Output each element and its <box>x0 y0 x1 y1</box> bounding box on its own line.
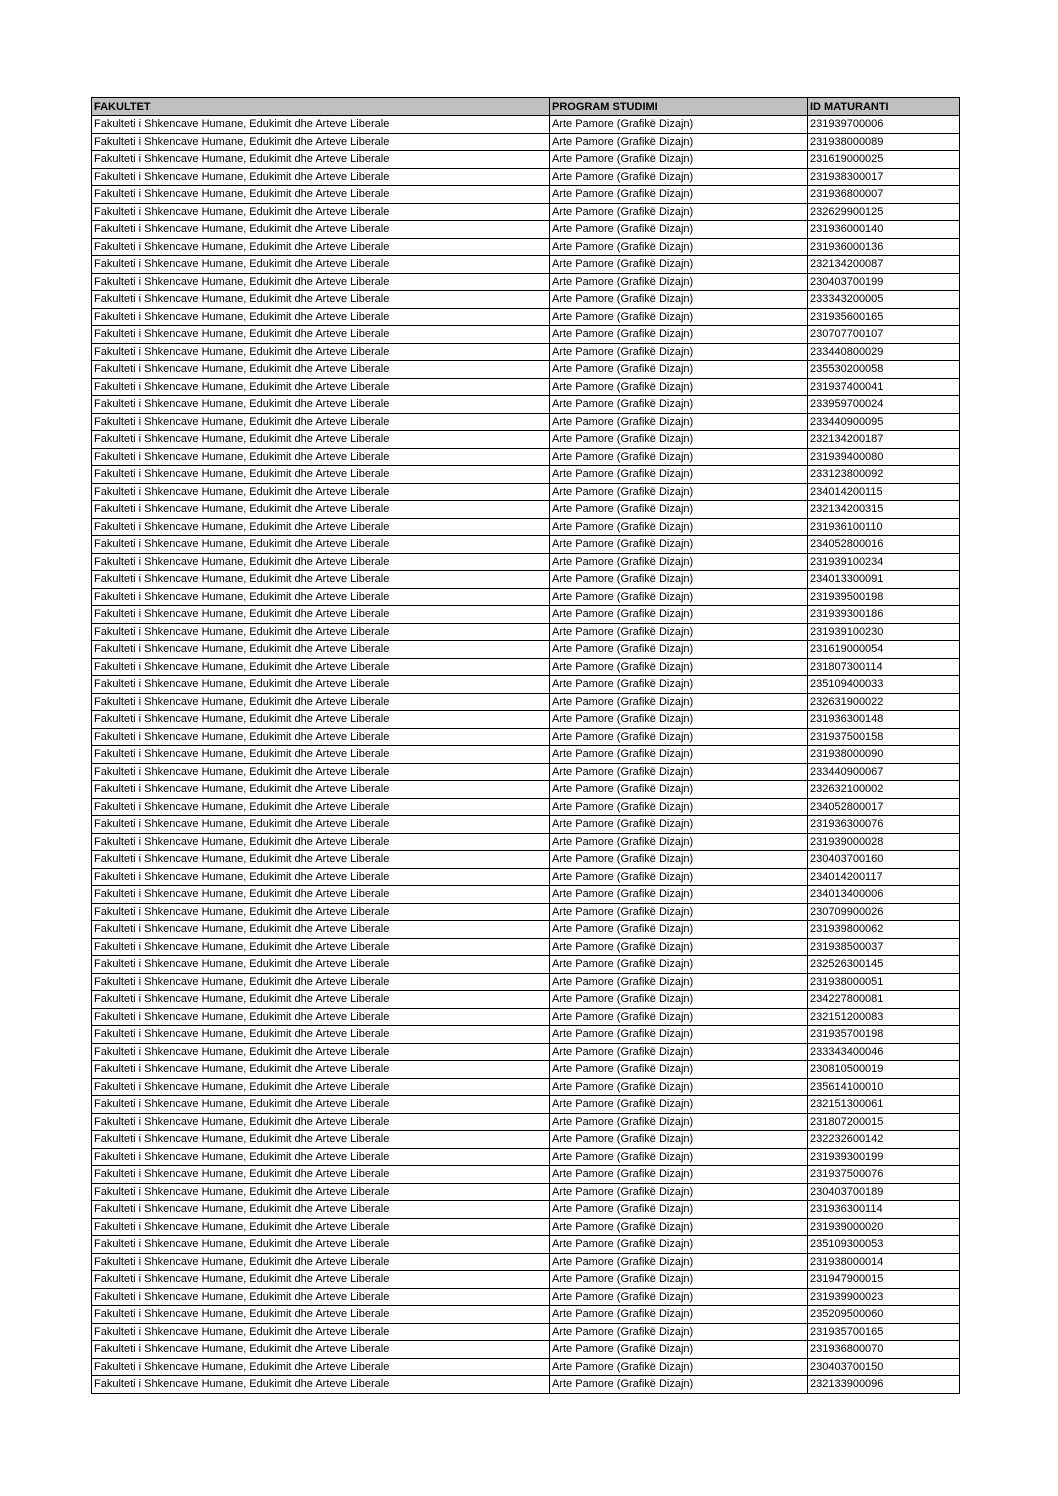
student-id-cell: 232629900125 <box>808 203 960 221</box>
program-cell: Arte Pamore (Grafikë Dizajn) <box>550 1096 808 1114</box>
program-cell: Arte Pamore (Grafikë Dizajn) <box>550 343 808 361</box>
student-id-cell: 230709900026 <box>808 903 960 921</box>
table-row <box>92 711 960 729</box>
table-row <box>92 1288 960 1306</box>
program-cell: Arte Pamore (Grafikë Dizajn) <box>550 483 808 501</box>
faculty-cell: Fakulteti i Shkencave Humane, Edukimit dhe Arteve Liberale <box>92 693 550 711</box>
faculty-cell: Fakulteti i Shkencave Humane, Edukimit dhe Arteve Liberale <box>92 186 550 204</box>
faculty-cell: Fakulteti i Shkencave Humane, Edukimit dhe Arteve Liberale <box>92 396 550 414</box>
program-cell: Arte Pamore (Grafikë Dizajn) <box>550 956 808 974</box>
faculty-cell: Fakulteti i Shkencave Humane, Edukimit dhe Arteve Liberale <box>92 851 550 869</box>
table-row <box>92 746 960 764</box>
student-id-cell: 231938000089 <box>808 133 960 151</box>
student-id-cell: 230403700199 <box>808 273 960 291</box>
faculty-cell: Fakulteti i Shkencave Humane, Edukimit dhe Arteve Liberale <box>92 1043 550 1061</box>
table-row <box>92 973 960 991</box>
student-id-cell: 233343400046 <box>808 1043 960 1061</box>
table-row <box>92 291 960 309</box>
program-cell: Arte Pamore (Grafikë Dizajn) <box>550 273 808 291</box>
faculty-cell: Fakulteti i Shkencave Humane, Edukimit dhe Arteve Liberale <box>92 676 550 694</box>
student-id-cell: 232151300061 <box>808 1096 960 1114</box>
faculty-cell: Fakulteti i Shkencave Humane, Edukimit dhe Arteve Liberale <box>92 553 550 571</box>
table-row <box>92 1236 960 1254</box>
program-cell: Arte Pamore (Grafikë Dizajn) <box>550 1201 808 1219</box>
table-row <box>92 256 960 274</box>
faculty-cell: Fakulteti i Shkencave Humane, Edukimit dhe Arteve Liberale <box>92 956 550 974</box>
faculty-cell: Fakulteti i Shkencave Humane, Edukimit dhe Arteve Liberale <box>92 711 550 729</box>
faculty-cell: Fakulteti i Shkencave Humane, Edukimit dhe Arteve Liberale <box>92 1358 550 1376</box>
student-id-cell: 231938000090 <box>808 746 960 764</box>
student-id-cell: 233959700024 <box>808 396 960 414</box>
student-id-cell: 231939300186 <box>808 606 960 624</box>
table-row <box>92 168 960 186</box>
table-row <box>92 151 960 169</box>
student-id-cell: 231937500076 <box>808 1166 960 1184</box>
faculty-cell: Fakulteti i Shkencave Humane, Edukimit dhe Arteve Liberale <box>92 536 550 554</box>
program-cell: Arte Pamore (Grafikë Dizajn) <box>550 763 808 781</box>
faculty-cell: Fakulteti i Shkencave Humane, Edukimit dhe Arteve Liberale <box>92 728 550 746</box>
faculty-cell: Fakulteti i Shkencave Humane, Edukimit dhe Arteve Liberale <box>92 1341 550 1359</box>
table-row <box>92 816 960 834</box>
student-id-cell: 231936800070 <box>808 1341 960 1359</box>
faculty-cell: Fakulteti i Shkencave Humane, Edukimit dhe Arteve Liberale <box>92 1148 550 1166</box>
faculty-cell: Fakulteti i Shkencave Humane, Edukimit dhe Arteve Liberale <box>92 448 550 466</box>
student-id-cell: 235614100010 <box>808 1078 960 1096</box>
faculty-cell: Fakulteti i Shkencave Humane, Edukimit dhe Arteve Liberale <box>92 221 550 239</box>
student-id-cell: 230403700160 <box>808 851 960 869</box>
student-id-cell: 234013400006 <box>808 886 960 904</box>
faculty-cell: Fakulteti i Shkencave Humane, Edukimit dhe Arteve Liberale <box>92 326 550 344</box>
table-row <box>92 1113 960 1131</box>
faculty-cell: Fakulteti i Shkencave Humane, Edukimit dhe Arteve Liberale <box>92 1078 550 1096</box>
table-row <box>92 1323 960 1341</box>
student-id-cell: 232134200187 <box>808 431 960 449</box>
student-id-cell: 231938300017 <box>808 168 960 186</box>
faculty-cell: Fakulteti i Shkencave Humane, Edukimit dhe Arteve Liberale <box>92 1201 550 1219</box>
faculty-cell: Fakulteti i Shkencave Humane, Edukimit dhe Arteve Liberale <box>92 903 550 921</box>
student-id-cell: 230403700189 <box>808 1183 960 1201</box>
program-cell: Arte Pamore (Grafikë Dizajn) <box>550 1341 808 1359</box>
table-row <box>92 606 960 624</box>
table-row <box>92 133 960 151</box>
table-row <box>92 1096 960 1114</box>
faculty-cell: Fakulteti i Shkencave Humane, Edukimit dhe Arteve Liberale <box>92 1183 550 1201</box>
student-id-cell: 231939100234 <box>808 553 960 571</box>
program-cell: Arte Pamore (Grafikë Dizajn) <box>550 1043 808 1061</box>
table-row <box>92 1271 960 1289</box>
student-id-cell: 231939500198 <box>808 588 960 606</box>
student-id-cell: 231936000136 <box>808 238 960 256</box>
table-row <box>92 553 960 571</box>
table-row <box>92 1043 960 1061</box>
program-cell: Arte Pamore (Grafikë Dizajn) <box>550 1218 808 1236</box>
student-id-cell: 231619000025 <box>808 151 960 169</box>
table-row <box>92 326 960 344</box>
table-row <box>92 308 960 326</box>
faculty-cell: Fakulteti i Shkencave Humane, Edukimit dhe Arteve Liberale <box>92 798 550 816</box>
program-cell: Arte Pamore (Grafikë Dizajn) <box>550 326 808 344</box>
faculty-cell: Fakulteti i Shkencave Humane, Edukimit dhe Arteve Liberale <box>92 203 550 221</box>
student-id-cell: 231939800062 <box>808 921 960 939</box>
student-id-cell: 232133900096 <box>808 1376 960 1394</box>
faculty-cell: Fakulteti i Shkencave Humane, Edukimit dhe Arteve Liberale <box>92 606 550 624</box>
table-row <box>92 1218 960 1236</box>
program-cell: Arte Pamore (Grafikë Dizajn) <box>550 676 808 694</box>
student-id-cell: 235109400033 <box>808 676 960 694</box>
program-cell: Arte Pamore (Grafikë Dizajn) <box>550 1026 808 1044</box>
program-cell: Arte Pamore (Grafikë Dizajn) <box>550 1253 808 1271</box>
program-cell: Arte Pamore (Grafikë Dizajn) <box>550 816 808 834</box>
student-id-cell: 231807300114 <box>808 658 960 676</box>
program-cell: Arte Pamore (Grafikë Dizajn) <box>550 116 808 134</box>
table-row <box>92 361 960 379</box>
table-row <box>92 396 960 414</box>
program-cell: Arte Pamore (Grafikë Dizajn) <box>550 711 808 729</box>
student-id-cell: 231936800007 <box>808 186 960 204</box>
faculty-cell: Fakulteti i Shkencave Humane, Edukimit dhe Arteve Liberale <box>92 571 550 589</box>
faculty-cell: Fakulteti i Shkencave Humane, Edukimit dhe Arteve Liberale <box>92 116 550 134</box>
table-row <box>92 1008 960 1026</box>
program-cell: Arte Pamore (Grafikë Dizajn) <box>550 1183 808 1201</box>
table-row <box>92 116 960 134</box>
program-cell: Arte Pamore (Grafikë Dizajn) <box>550 851 808 869</box>
program-cell: Arte Pamore (Grafikë Dizajn) <box>550 238 808 256</box>
table-row <box>92 763 960 781</box>
table-row <box>92 221 960 239</box>
faculty-cell: Fakulteti i Shkencave Humane, Edukimit dhe Arteve Liberale <box>92 1236 550 1254</box>
table-row <box>92 413 960 431</box>
faculty-cell: Fakulteti i Shkencave Humane, Edukimit dhe Arteve Liberale <box>92 361 550 379</box>
header-student-id: ID MATURANTI <box>808 98 960 116</box>
program-cell: Arte Pamore (Grafikë Dizajn) <box>550 413 808 431</box>
table-row <box>92 571 960 589</box>
student-id-cell: 231619000054 <box>808 641 960 659</box>
table-row <box>92 641 960 659</box>
program-cell: Arte Pamore (Grafikë Dizajn) <box>550 938 808 956</box>
program-cell: Arte Pamore (Grafikë Dizajn) <box>550 378 808 396</box>
table-row <box>92 728 960 746</box>
faculty-cell: Fakulteti i Shkencave Humane, Edukimit dhe Arteve Liberale <box>92 623 550 641</box>
student-id-cell: 231947900015 <box>808 1271 960 1289</box>
student-id-cell: 235209500060 <box>808 1306 960 1324</box>
student-id-cell: 235530200058 <box>808 361 960 379</box>
student-id-cell: 231936000140 <box>808 221 960 239</box>
table-row <box>92 378 960 396</box>
table-row <box>92 693 960 711</box>
faculty-cell: Fakulteti i Shkencave Humane, Edukimit dhe Arteve Liberale <box>92 343 550 361</box>
student-id-cell: 235109300053 <box>808 1236 960 1254</box>
program-cell: Arte Pamore (Grafikë Dizajn) <box>550 168 808 186</box>
program-cell: Arte Pamore (Grafikë Dizajn) <box>550 221 808 239</box>
student-id-cell: 231937500158 <box>808 728 960 746</box>
program-cell: Arte Pamore (Grafikë Dizajn) <box>550 361 808 379</box>
student-id-cell: 231935600165 <box>808 308 960 326</box>
table-row <box>92 676 960 694</box>
table-row <box>92 1358 960 1376</box>
program-cell: Arte Pamore (Grafikë Dizajn) <box>550 693 808 711</box>
table-row <box>92 1166 960 1184</box>
student-id-cell: 233440900067 <box>808 763 960 781</box>
program-cell: Arte Pamore (Grafikë Dizajn) <box>550 203 808 221</box>
table-row <box>92 868 960 886</box>
program-cell: Arte Pamore (Grafikë Dizajn) <box>550 886 808 904</box>
table-row <box>92 1078 960 1096</box>
table-row <box>92 483 960 501</box>
header-row <box>92 98 960 116</box>
student-id-cell: 233440900095 <box>808 413 960 431</box>
program-cell: Arte Pamore (Grafikë Dizajn) <box>550 606 808 624</box>
faculty-cell: Fakulteti i Shkencave Humane, Edukimit dhe Arteve Liberale <box>92 938 550 956</box>
faculty-cell: Fakulteti i Shkencave Humane, Edukimit dhe Arteve Liberale <box>92 308 550 326</box>
header-faculty: FAKULTET <box>92 98 550 116</box>
faculty-cell: Fakulteti i Shkencave Humane, Edukimit dhe Arteve Liberale <box>92 151 550 169</box>
program-cell: Arte Pamore (Grafikë Dizajn) <box>550 1113 808 1131</box>
faculty-cell: Fakulteti i Shkencave Humane, Edukimit dhe Arteve Liberale <box>92 1306 550 1324</box>
faculty-cell: Fakulteti i Shkencave Humane, Edukimit dhe Arteve Liberale <box>92 1026 550 1044</box>
faculty-cell: Fakulteti i Shkencave Humane, Edukimit dhe Arteve Liberale <box>92 641 550 659</box>
program-cell: Arte Pamore (Grafikë Dizajn) <box>550 746 808 764</box>
program-cell: Arte Pamore (Grafikë Dizajn) <box>550 641 808 659</box>
faculty-cell: Fakulteti i Shkencave Humane, Edukimit dhe Arteve Liberale <box>92 658 550 676</box>
program-cell: Arte Pamore (Grafikë Dizajn) <box>550 728 808 746</box>
student-id-cell: 234013300091 <box>808 571 960 589</box>
program-cell: Arte Pamore (Grafikë Dizajn) <box>550 991 808 1009</box>
student-id-cell: 233343200005 <box>808 291 960 309</box>
table-row <box>92 588 960 606</box>
table-row <box>92 501 960 519</box>
student-id-cell: 231938000051 <box>808 973 960 991</box>
student-id-cell: 232632100002 <box>808 781 960 799</box>
program-cell: Arte Pamore (Grafikë Dizajn) <box>550 431 808 449</box>
program-cell: Arte Pamore (Grafikë Dizajn) <box>550 1236 808 1254</box>
student-list-table <box>91 97 960 1394</box>
student-id-cell: 230810500019 <box>808 1061 960 1079</box>
program-cell: Arte Pamore (Grafikë Dizajn) <box>550 308 808 326</box>
program-cell: Arte Pamore (Grafikë Dizajn) <box>550 1078 808 1096</box>
table-row <box>92 1183 960 1201</box>
program-cell: Arte Pamore (Grafikë Dizajn) <box>550 623 808 641</box>
student-id-cell: 234227800081 <box>808 991 960 1009</box>
program-cell: Arte Pamore (Grafikë Dizajn) <box>550 1358 808 1376</box>
table-row <box>92 781 960 799</box>
student-id-cell: 231938500037 <box>808 938 960 956</box>
student-id-cell: 231939000028 <box>808 833 960 851</box>
table-row <box>92 851 960 869</box>
student-id-cell: 232151200083 <box>808 1008 960 1026</box>
table-row <box>92 886 960 904</box>
student-id-cell: 231939900023 <box>808 1288 960 1306</box>
table-row <box>92 1131 960 1149</box>
program-cell: Arte Pamore (Grafikë Dizajn) <box>550 833 808 851</box>
program-cell: Arte Pamore (Grafikë Dizajn) <box>550 536 808 554</box>
faculty-cell: Fakulteti i Shkencave Humane, Edukimit dhe Arteve Liberale <box>92 501 550 519</box>
program-cell: Arte Pamore (Grafikë Dizajn) <box>550 781 808 799</box>
program-cell: Arte Pamore (Grafikë Dizajn) <box>550 466 808 484</box>
faculty-cell: Fakulteti i Shkencave Humane, Edukimit dhe Arteve Liberale <box>92 378 550 396</box>
program-cell: Arte Pamore (Grafikë Dizajn) <box>550 1166 808 1184</box>
faculty-cell: Fakulteti i Shkencave Humane, Edukimit dhe Arteve Liberale <box>92 168 550 186</box>
program-cell: Arte Pamore (Grafikë Dizajn) <box>550 1376 808 1394</box>
table-row <box>92 238 960 256</box>
program-cell: Arte Pamore (Grafikë Dizajn) <box>550 553 808 571</box>
faculty-cell: Fakulteti i Shkencave Humane, Edukimit dhe Arteve Liberale <box>92 1271 550 1289</box>
student-id-cell: 231938000014 <box>808 1253 960 1271</box>
table-row <box>92 991 960 1009</box>
faculty-cell: Fakulteti i Shkencave Humane, Edukimit dhe Arteve Liberale <box>92 1096 550 1114</box>
student-id-cell: 231936100110 <box>808 518 960 536</box>
student-id-cell: 230403700150 <box>808 1358 960 1376</box>
table-row <box>92 448 960 466</box>
faculty-cell: Fakulteti i Shkencave Humane, Edukimit dhe Arteve Liberale <box>92 1166 550 1184</box>
program-cell: Arte Pamore (Grafikë Dizajn) <box>550 921 808 939</box>
student-id-cell: 234014200115 <box>808 483 960 501</box>
faculty-cell: Fakulteti i Shkencave Humane, Edukimit dhe Arteve Liberale <box>92 483 550 501</box>
faculty-cell: Fakulteti i Shkencave Humane, Edukimit dhe Arteve Liberale <box>92 238 550 256</box>
program-cell: Arte Pamore (Grafikë Dizajn) <box>550 658 808 676</box>
table-row <box>92 623 960 641</box>
program-cell: Arte Pamore (Grafikë Dizajn) <box>550 1288 808 1306</box>
program-cell: Arte Pamore (Grafikë Dizajn) <box>550 1148 808 1166</box>
student-id-cell: 231939100230 <box>808 623 960 641</box>
student-id-cell: 233440800029 <box>808 343 960 361</box>
table-row <box>92 1306 960 1324</box>
table-row <box>92 903 960 921</box>
table-row <box>92 343 960 361</box>
table-row <box>92 798 960 816</box>
table-row <box>92 466 960 484</box>
faculty-cell: Fakulteti i Shkencave Humane, Edukimit dhe Arteve Liberale <box>92 1131 550 1149</box>
program-cell: Arte Pamore (Grafikë Dizajn) <box>550 518 808 536</box>
faculty-cell: Fakulteti i Shkencave Humane, Edukimit dhe Arteve Liberale <box>92 1253 550 1271</box>
program-cell: Arte Pamore (Grafikë Dizajn) <box>550 798 808 816</box>
program-cell: Arte Pamore (Grafikë Dizajn) <box>550 396 808 414</box>
faculty-cell: Fakulteti i Shkencave Humane, Edukimit dhe Arteve Liberale <box>92 1218 550 1236</box>
faculty-cell: Fakulteti i Shkencave Humane, Edukimit dhe Arteve Liberale <box>92 781 550 799</box>
faculty-cell: Fakulteti i Shkencave Humane, Edukimit dhe Arteve Liberale <box>92 921 550 939</box>
faculty-cell: Fakulteti i Shkencave Humane, Edukimit dhe Arteve Liberale <box>92 816 550 834</box>
table-row <box>92 203 960 221</box>
faculty-cell: Fakulteti i Shkencave Humane, Edukimit dhe Arteve Liberale <box>92 273 550 291</box>
student-id-cell: 231935700165 <box>808 1323 960 1341</box>
faculty-cell: Fakulteti i Shkencave Humane, Edukimit dhe Arteve Liberale <box>92 868 550 886</box>
table-row <box>92 921 960 939</box>
faculty-cell: Fakulteti i Shkencave Humane, Edukimit dhe Arteve Liberale <box>92 133 550 151</box>
faculty-cell: Fakulteti i Shkencave Humane, Edukimit dhe Arteve Liberale <box>92 413 550 431</box>
table-row <box>92 1061 960 1079</box>
student-id-cell: 231937400041 <box>808 378 960 396</box>
program-cell: Arte Pamore (Grafikë Dizajn) <box>550 1323 808 1341</box>
program-cell: Arte Pamore (Grafikë Dizajn) <box>550 1008 808 1026</box>
program-cell: Arte Pamore (Grafikë Dizajn) <box>550 571 808 589</box>
faculty-cell: Fakulteti i Shkencave Humane, Edukimit dhe Arteve Liberale <box>92 256 550 274</box>
student-id-cell: 232526300145 <box>808 956 960 974</box>
table-row <box>92 938 960 956</box>
table-row <box>92 658 960 676</box>
student-id-cell: 231939000020 <box>808 1218 960 1236</box>
student-id-cell: 231935700198 <box>808 1026 960 1044</box>
faculty-cell: Fakulteti i Shkencave Humane, Edukimit dhe Arteve Liberale <box>92 991 550 1009</box>
student-id-cell: 232232600142 <box>808 1131 960 1149</box>
table-row <box>92 956 960 974</box>
table-row <box>92 1253 960 1271</box>
faculty-cell: Fakulteti i Shkencave Humane, Edukimit dhe Arteve Liberale <box>92 588 550 606</box>
faculty-cell: Fakulteti i Shkencave Humane, Edukimit dhe Arteve Liberale <box>92 1323 550 1341</box>
student-id-cell: 234052800017 <box>808 798 960 816</box>
faculty-cell: Fakulteti i Shkencave Humane, Edukimit dhe Arteve Liberale <box>92 886 550 904</box>
table-row <box>92 186 960 204</box>
faculty-cell: Fakulteti i Shkencave Humane, Edukimit dhe Arteve Liberale <box>92 518 550 536</box>
program-cell: Arte Pamore (Grafikë Dizajn) <box>550 186 808 204</box>
program-cell: Arte Pamore (Grafikë Dizajn) <box>550 151 808 169</box>
student-id-cell: 232134200087 <box>808 256 960 274</box>
program-cell: Arte Pamore (Grafikë Dizajn) <box>550 973 808 991</box>
faculty-cell: Fakulteti i Shkencave Humane, Edukimit dhe Arteve Liberale <box>92 1376 550 1394</box>
student-id-cell: 234014200117 <box>808 868 960 886</box>
student-id-cell: 231807200015 <box>808 1113 960 1131</box>
program-cell: Arte Pamore (Grafikë Dizajn) <box>550 903 808 921</box>
student-id-cell: 232631900022 <box>808 693 960 711</box>
program-cell: Arte Pamore (Grafikë Dizajn) <box>550 256 808 274</box>
student-id-cell: 231939700006 <box>808 116 960 134</box>
header-program: PROGRAM STUDIMI <box>550 98 808 116</box>
faculty-cell: Fakulteti i Shkencave Humane, Edukimit dhe Arteve Liberale <box>92 431 550 449</box>
faculty-cell: Fakulteti i Shkencave Humane, Edukimit dhe Arteve Liberale <box>92 763 550 781</box>
table-row <box>92 1376 960 1394</box>
faculty-cell: Fakulteti i Shkencave Humane, Edukimit dhe Arteve Liberale <box>92 973 550 991</box>
student-id-cell: 231936300148 <box>808 711 960 729</box>
program-cell: Arte Pamore (Grafikë Dizajn) <box>550 1271 808 1289</box>
table-body <box>92 116 960 1394</box>
faculty-cell: Fakulteti i Shkencave Humane, Edukimit dhe Arteve Liberale <box>92 1008 550 1026</box>
faculty-cell: Fakulteti i Shkencave Humane, Edukimit dhe Arteve Liberale <box>92 1061 550 1079</box>
student-id-cell: 234052800016 <box>808 536 960 554</box>
table-row <box>92 518 960 536</box>
table-row <box>92 536 960 554</box>
student-id-cell: 231936300114 <box>808 1201 960 1219</box>
table-row <box>92 1201 960 1219</box>
program-cell: Arte Pamore (Grafikë Dizajn) <box>550 448 808 466</box>
program-cell: Arte Pamore (Grafikë Dizajn) <box>550 133 808 151</box>
table-row <box>92 1026 960 1044</box>
program-cell: Arte Pamore (Grafikë Dizajn) <box>550 868 808 886</box>
student-id-cell: 233123800092 <box>808 466 960 484</box>
student-id-cell: 231936300076 <box>808 816 960 834</box>
faculty-cell: Fakulteti i Shkencave Humane, Edukimit dhe Arteve Liberale <box>92 1288 550 1306</box>
student-id-cell: 231939400080 <box>808 448 960 466</box>
program-cell: Arte Pamore (Grafikë Dizajn) <box>550 1306 808 1324</box>
table-row <box>92 833 960 851</box>
faculty-cell: Fakulteti i Shkencave Humane, Edukimit dhe Arteve Liberale <box>92 833 550 851</box>
table-row <box>92 431 960 449</box>
faculty-cell: Fakulteti i Shkencave Humane, Edukimit dhe Arteve Liberale <box>92 1113 550 1131</box>
program-cell: Arte Pamore (Grafikë Dizajn) <box>550 588 808 606</box>
table-row <box>92 1341 960 1359</box>
program-cell: Arte Pamore (Grafikë Dizajn) <box>550 1061 808 1079</box>
program-cell: Arte Pamore (Grafikë Dizajn) <box>550 501 808 519</box>
program-cell: Arte Pamore (Grafikë Dizajn) <box>550 291 808 309</box>
student-id-cell: 231939300199 <box>808 1148 960 1166</box>
faculty-cell: Fakulteti i Shkencave Humane, Edukimit dhe Arteve Liberale <box>92 291 550 309</box>
table-row <box>92 1148 960 1166</box>
faculty-cell: Fakulteti i Shkencave Humane, Edukimit dhe Arteve Liberale <box>92 466 550 484</box>
student-id-cell: 230707700107 <box>808 326 960 344</box>
faculty-cell: Fakulteti i Shkencave Humane, Edukimit dhe Arteve Liberale <box>92 746 550 764</box>
student-id-cell: 232134200315 <box>808 501 960 519</box>
table-row <box>92 273 960 291</box>
program-cell: Arte Pamore (Grafikë Dizajn) <box>550 1131 808 1149</box>
